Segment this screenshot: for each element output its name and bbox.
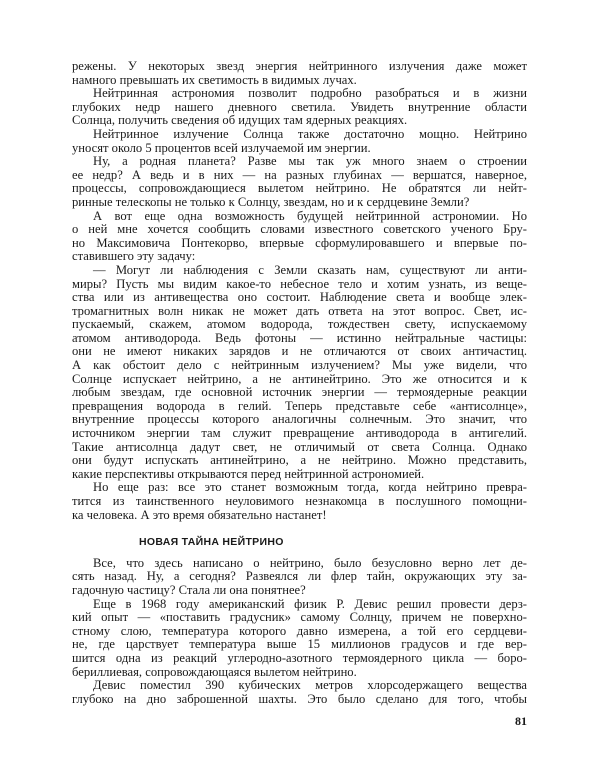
paragraph	[72, 598, 527, 680]
text-line: бериллиевая, сопровождающаяся вылетом нейтрино.	[72, 664, 357, 679]
text-line: Нейтринная астрономия позволит подробно разобраться и в жизни	[93, 86, 527, 101]
text-line: ка человека. А это время обязательно настанет!	[72, 507, 327, 522]
text-line: Все, что здесь написано о нейтрино, было безусловно верно лет де-	[93, 555, 527, 570]
page-number: 81	[515, 714, 527, 728]
text-line: тится из таинственного неуловимого незнакомца в послушного помощни-	[72, 494, 527, 508]
text-line: Ну, а родная планета? Разве мы так уж много знаем о строении	[93, 154, 527, 169]
text-line: стному слою, температура которого давно измерена, а той его сердцеви-	[72, 623, 527, 638]
text-line: атомом антиводорода. Ведь фотоны — истинно нейтральные частицы:	[72, 330, 527, 345]
text-line: уносят около 5 процентов всей излучаемой им энергии.	[72, 140, 371, 155]
text-line: Такие антисолнца дадут свет, не отличимый от света Солнца. Однако	[72, 439, 527, 454]
paragraph	[72, 481, 527, 522]
text-line: но Максимовича Понтекорво, впервые сформулировавшего и впервые по-	[72, 235, 527, 250]
section-heading: НОВАЯ ТАЙНА НЕЙТРИНО	[139, 536, 284, 549]
text-line: кий опыт — «поставить градусник» самому Солнцу, причем не поверхно-	[72, 610, 527, 625]
text-line: Девис поместил 390 кубических метров хлорсодержащего вещества	[93, 678, 527, 693]
text-line: глубоких недр нашего дневного светила. Увидеть внутренние области	[72, 99, 527, 114]
text-line: тромагнитных волн никак не может дать ответа на этот вопрос. Свет, ис-	[72, 303, 527, 318]
paragraph	[72, 210, 527, 264]
text-line: глубоко на дно заброшенной шахты. Это было сделано для того, чтобы	[72, 691, 527, 706]
paragraph	[72, 264, 527, 482]
text-line: намного превышать их светимость в видимых лучах.	[72, 72, 357, 87]
text-line: Солнце испускает нейтрино, а не антинейтрино. Это же относится и к	[72, 371, 527, 386]
text-line: превращения водорода в гелий. Теперь представьте себе «антисолнце»,	[72, 398, 527, 413]
text-line: Солнца, получить сведения об идущих там ядерных реакциях.	[72, 113, 408, 128]
text-line: Но еще раз: все это станет возможным тогда, когда нейтрино превра-	[93, 480, 527, 495]
text-line: Еще в 1968 году американский физик Р. Девис решил провести дерз-	[93, 596, 527, 611]
paragraph	[72, 60, 527, 87]
text-line: А вот еще одна возможность будущей нейтринной астрономии. Но	[93, 208, 527, 223]
text-line: миры? Пусть мы видим какое-то небесное тело и хотим узнать, из веще-	[72, 276, 527, 291]
text-line: внутренние процессы которого аналогичны солнечным. Это значит, что	[72, 412, 527, 427]
text-line: о ней мне хочется сообщить словами известного советского ученого Бру-	[72, 222, 527, 237]
text-line: гадочную частицу? Стала ли она понятнее?	[72, 582, 306, 597]
text-line: какие перспективы открываются перед нейтринной астрономией.	[72, 466, 425, 481]
paragraph	[72, 557, 527, 598]
text-line: не, где царствует температура выше 15 миллионов градусов и где вер-	[72, 637, 527, 652]
text-line: ставившего эту задачу:	[72, 249, 196, 264]
text-line: они будут испускать антинейтрино, а не нейтрино. Можно представить,	[72, 453, 527, 468]
paragraph	[72, 128, 527, 155]
text-line: любым звездам, где основной источник энергии — термоядерные реакции	[72, 385, 527, 400]
text-line: процессы, сопровождающиеся вылетом нейтрино. Не обратятся ли нейт-	[72, 181, 527, 196]
paragraph	[72, 679, 527, 706]
text-line: сять назад. Ну, а сегодня? Развеялся ли флер тайн, окружающих эту за-	[72, 569, 527, 584]
text-line: ее недр? А ведь и в них — на разных глубинах — вершатся, наверное,	[72, 167, 527, 182]
paragraph	[72, 87, 527, 128]
text-line: — Могут ли наблюдения с Земли сказать нам, существуют ли анти-	[93, 262, 527, 277]
text-line: Нейтринное излучение Солнца также достаточно мощно. Нейтрино	[93, 126, 527, 141]
text-line: режены. У некоторых звезд энергия нейтринного излучения даже может	[72, 59, 527, 73]
page-body	[72, 60, 527, 706]
text-line: шится одна из реакций углеродно-азотного термоядерного цикла — боро-	[72, 650, 527, 665]
text-line: ринные телескопы не только к Солнцу, звездам, но и к сердцевине Земли?	[72, 194, 470, 209]
paragraph	[72, 155, 527, 209]
text-line: А как обстоит дело с нейтринным излучением? Мы уже видели, что	[72, 358, 527, 373]
text-line: они не имеют никаких зарядов и не отличаются от своих античастиц.	[72, 344, 527, 359]
text-line: ства или из антивещества оно состоит. Наблюдение света и вообще элек-	[72, 290, 527, 305]
text-line: источником энергии там служит превращение антиводорода в антигелий.	[72, 426, 527, 441]
text-line: пускаемый, скажем, атомом водорода, тождествен свету, испускаемому	[72, 317, 527, 332]
